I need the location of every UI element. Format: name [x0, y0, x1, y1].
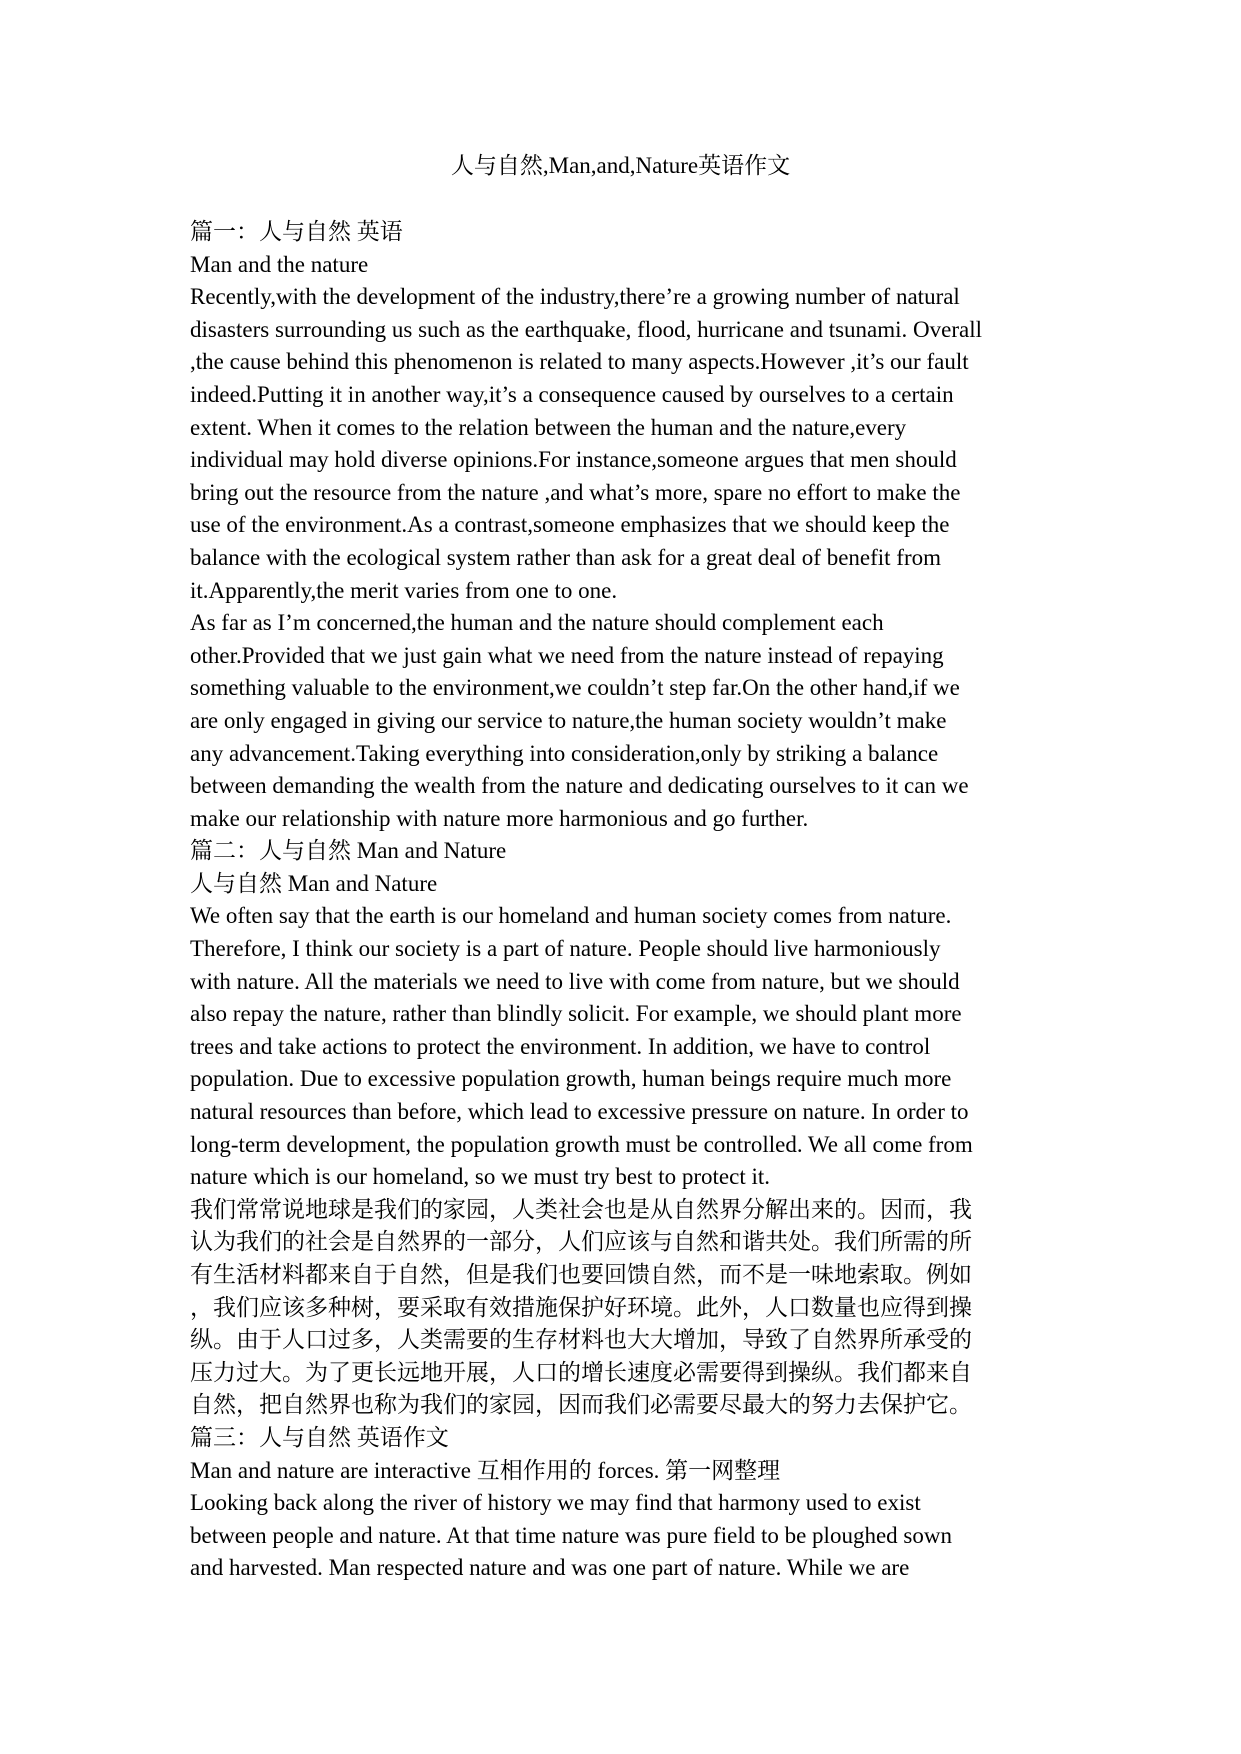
text-line: individual may hold diverse opinions.For instance,someone argues that men should: [190, 447, 957, 473]
chinese-text-line: 我们常常说地球是我们的家园，人类社会也是从自然界分解出来的。因而，我: [190, 1196, 972, 1222]
text-line: ,the cause behind this phenomenon is related to many aspects.However ,it’s our fault: [190, 349, 969, 375]
text-line: nature which is our homeland, so we must try best to protect it.: [190, 1164, 770, 1190]
text-line: make our relationship with nature more harmonious and go further.: [190, 805, 809, 831]
text-line: and harvested. Man respected nature and was one part of nature. While we are: [190, 1555, 910, 1581]
text-line: Therefore, I think our society is a part of nature. People should live harmoniously: [190, 936, 941, 962]
section-heading-2: 篇二：人与自然 Man and Nature: [190, 838, 507, 864]
chinese-text-line: 自然，把自然界也称为我们的家园，因而我们必需要尽最大的努力去保护它。: [190, 1392, 972, 1418]
text-line: with nature. All the materials we need to live with come from nature, but we should: [190, 968, 960, 994]
text-line: balance with the ecological system rather than ask for a great deal of benefit from: [190, 544, 942, 570]
text-line: disasters surrounding us such as the earthquake, flood, hurricane and tsunami. Overall: [190, 316, 983, 342]
text-line: long-term development, the population growth must be controlled. We all come from: [190, 1131, 973, 1157]
chinese-text-line: 压力过大。为了更长远地开展，人口的增长速度必需要得到操纵。我们都来自: [190, 1359, 972, 1385]
text-line: any advancement.Taking everything into consideration,only by striking a balance: [190, 740, 939, 766]
document-body: [190, 216, 1070, 1585]
text-line: population. Due to excessive population growth, human beings require much more: [190, 1066, 952, 1092]
essay-title-3: Man and nature are interactive 互相作用的 forces. 第一网整理: [190, 1457, 781, 1483]
text-line: As far as I’m concerned,the human and the nature should complement each: [190, 610, 884, 636]
text-line: extent. When it comes to the relation between the human and the nature,every: [190, 414, 907, 440]
section-heading-3: 篇三：人与自然 英语作文: [190, 1424, 449, 1450]
section-heading-1: 篇一：人与自然 英语: [190, 219, 403, 244]
text-line: bring out the resource from the nature ,and what’s more, spare no effort to make the: [190, 479, 961, 505]
text-line: other.Provided that we just gain what we need from the nature instead of repaying: [190, 642, 944, 668]
text-line: Looking back along the river of history we may find that harmony used to exist: [190, 1490, 921, 1516]
essay-title-1: Man and the nature: [190, 251, 369, 277]
text-line: natural resources than before, which lead to excessive pressure on nature. In order to: [190, 1099, 969, 1125]
chinese-text-line: 有生活材料都来自于自然，但是我们也要回馈自然，而不是一味地索取。例如: [190, 1262, 972, 1287]
text-line: are only engaged in giving our service to nature,the human society wouldn’t make: [190, 707, 947, 733]
text-line: it.Apparently,the merit varies from one to one.: [190, 577, 618, 603]
text-line: trees and take actions to protect the environment. In addition, we have to control: [190, 1033, 931, 1059]
text-line: something valuable to the environment,we couldn’t step far.On the other hand,if we: [190, 675, 960, 701]
text-line: Recently,with the development of the industry,there’re a growing number of natural: [190, 284, 960, 310]
text-line: indeed.Putting it in another way,it’s a consequence caused by ourselves to a certain: [190, 381, 954, 407]
chinese-text-line: ，我们应该多种树，要采取有效措施保护好环境。此外，人口数量也应得到操: [190, 1294, 972, 1320]
text-line: use of the environment.As a contrast,someone emphasizes that we should keep the: [190, 512, 950, 538]
chinese-text-line: 认为我们的社会是自然界的一部分，人们应该与自然和谐共处。我们所需的所: [190, 1229, 972, 1255]
text-line: between people and nature. At that time nature was pure field to be ploughed sown: [190, 1522, 952, 1548]
text-line: also repay the nature, rather than blindly solicit. For example, we should plant more: [190, 1001, 962, 1027]
text-line: between demanding the wealth from the nature and dedicating ourselves to it can we: [190, 773, 969, 799]
chinese-text-line: 纵。由于人口过多，人类需要的生存材料也大大增加，导致了自然界所承受的: [190, 1327, 972, 1353]
document-title: 人与自然,Man,and,Nature英语作文: [450, 153, 791, 178]
essay-title-2: 人与自然 Man and Nature: [190, 870, 438, 896]
text-line: We often say that the earth is our homeland and human society comes from nature.: [190, 903, 952, 929]
